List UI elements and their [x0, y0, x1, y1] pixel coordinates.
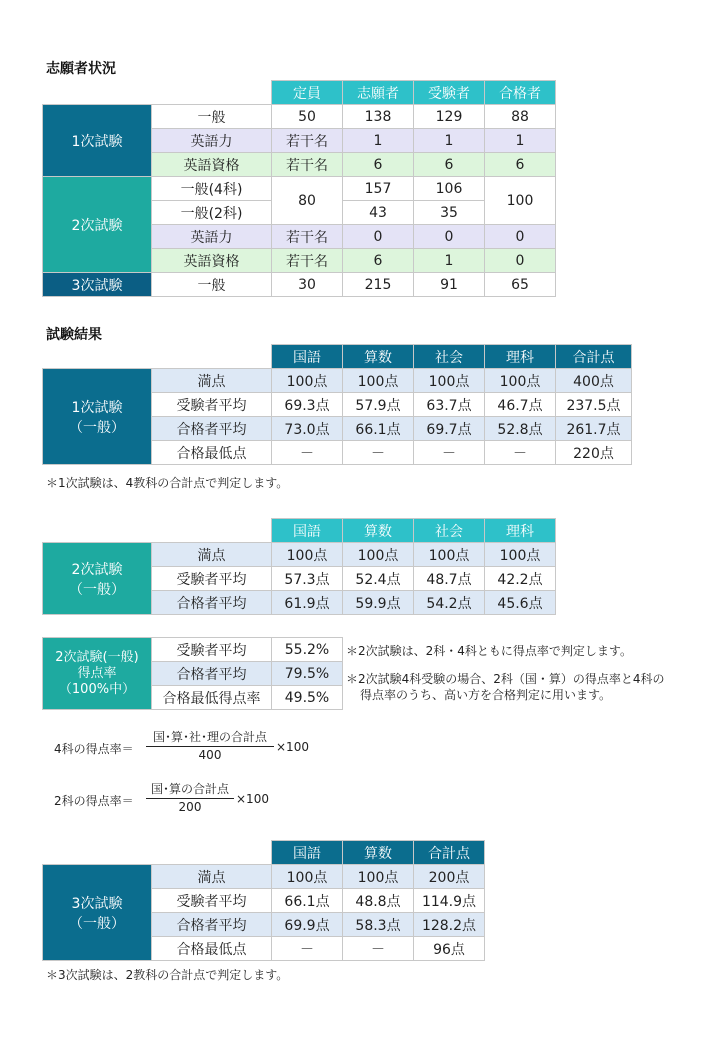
cell: 129 [414, 105, 485, 129]
formula-rhs: ×100 [236, 792, 269, 806]
cell: 66.1点 [343, 417, 414, 441]
cell: 69.9点 [272, 913, 343, 937]
label-line2: （一般） [69, 419, 125, 436]
cell: 73.0点 [272, 417, 343, 441]
label-line2: 得点率 [77, 665, 117, 681]
cell: 69.7点 [414, 417, 485, 441]
row-name: 合格者平均 [152, 662, 272, 686]
cell: 100点 [272, 865, 343, 889]
cell: 215 [343, 273, 414, 297]
cell: 138 [343, 105, 414, 129]
cell: 43 [343, 201, 414, 225]
cell: 1 [485, 129, 556, 153]
row-name: 一般 [152, 273, 272, 297]
exam3-label: 3次試験 [43, 273, 152, 297]
cell: 79.5% [272, 662, 343, 686]
cell: 57.3点 [272, 567, 343, 591]
header-social: 社会 [414, 345, 485, 369]
exam2-note1: ＊2次試験は、2科・4科ともに得点率で判定します。 [346, 644, 632, 658]
results-exam2-table [42, 518, 556, 615]
cell: 237.5点 [556, 393, 632, 417]
cell: － [272, 441, 343, 465]
header-math: 算数 [343, 841, 414, 865]
cell: 52.8点 [485, 417, 556, 441]
cell: 0 [414, 225, 485, 249]
header-social: 社会 [414, 519, 485, 543]
cell: 100点 [414, 543, 485, 567]
cell: － [343, 937, 414, 961]
header-math: 算数 [343, 345, 414, 369]
formula-4subjects [54, 728, 334, 768]
label-line2: （一般） [69, 915, 125, 932]
header-science: 理科 [485, 345, 556, 369]
results-exam2-label [43, 543, 152, 615]
cell: 88 [485, 105, 556, 129]
row-name: 英語力 [152, 129, 272, 153]
cell: 100点 [485, 369, 556, 393]
formula-lhs: 2科の得点率＝ [54, 794, 134, 808]
cell: 46.7点 [485, 393, 556, 417]
cell: 42.2点 [485, 567, 556, 591]
label-line1: 2次試験 [71, 561, 123, 578]
cell: 若干名 [272, 225, 343, 249]
cell: 100点 [343, 865, 414, 889]
cell: 52.4点 [343, 567, 414, 591]
row-name: 満点 [152, 369, 272, 393]
cell: 96点 [414, 937, 485, 961]
cell: 58.3点 [343, 913, 414, 937]
exam2-label: 2次試験 [43, 177, 152, 273]
cell: 54.2点 [414, 591, 485, 615]
cell: 61.9点 [272, 591, 343, 615]
cell: 100 [485, 177, 556, 225]
cell: 100点 [272, 369, 343, 393]
exam2-rate-table [42, 637, 343, 710]
row-name: 英語資格 [152, 153, 272, 177]
row-name: 英語力 [152, 225, 272, 249]
row-name: 満点 [152, 543, 272, 567]
cell: 若干名 [272, 153, 343, 177]
cell: 91 [414, 273, 485, 297]
cell: 106 [414, 177, 485, 201]
applicants-section-title: 志願者状況 [46, 61, 116, 77]
label-line2: （一般） [69, 581, 125, 598]
header-passers: 合格者 [485, 81, 556, 105]
exam2-note2b: 得点率のうち、高い方を合格判定に用います。 [360, 688, 612, 702]
exam2-note2a: ＊2次試験4科受験の場合、2科（国・算）の得点率と4科の [346, 672, 665, 686]
cell: － [343, 441, 414, 465]
formula-lhs: 4科の得点率＝ [54, 742, 134, 756]
cell: 48.8点 [343, 889, 414, 913]
header-capacity: 定員 [272, 81, 343, 105]
cell: 45.6点 [485, 591, 556, 615]
label-line3: （100%中） [58, 681, 136, 697]
row-name: 満点 [152, 865, 272, 889]
header-examinees: 受験者 [414, 81, 485, 105]
cell: 6 [485, 153, 556, 177]
exam3-note: ＊3次試験は、2教科の合計点で判定します。 [46, 968, 289, 982]
row-name: 一般(4科) [152, 177, 272, 201]
row-name: 合格最低得点率 [152, 686, 272, 710]
header-total: 合計点 [414, 841, 485, 865]
cell: － [485, 441, 556, 465]
row-name: 受験者平均 [152, 567, 272, 591]
row-name: 一般 [152, 105, 272, 129]
header-science: 理科 [485, 519, 556, 543]
cell: 80 [272, 177, 343, 225]
cell: 若干名 [272, 129, 343, 153]
cell: 6 [343, 153, 414, 177]
cell: 100点 [343, 369, 414, 393]
cell: 69.3点 [272, 393, 343, 417]
row-name: 合格者平均 [152, 591, 272, 615]
cell: 100点 [343, 543, 414, 567]
row-name: 合格者平均 [152, 417, 272, 441]
results-exam3-table [42, 840, 485, 961]
exam1-note: ＊1次試験は、4教科の合計点で判定します。 [46, 476, 289, 490]
cell: 1 [414, 129, 485, 153]
cell: 0 [343, 225, 414, 249]
cell: 100点 [272, 543, 343, 567]
cell: 1 [343, 129, 414, 153]
results-section-title: 試験結果 [46, 327, 102, 343]
formula-numerator: 国･算･社･理の合計点 [152, 730, 267, 744]
exam2-rate-label [43, 638, 152, 710]
cell: 157 [343, 177, 414, 201]
cell: 114.9点 [414, 889, 485, 913]
cell: 0 [485, 225, 556, 249]
cell: 1 [414, 249, 485, 273]
cell: 220点 [556, 441, 632, 465]
header-total: 合計点 [556, 345, 632, 369]
cell: 100点 [414, 369, 485, 393]
cell: 若干名 [272, 249, 343, 273]
cell: 0 [485, 249, 556, 273]
formula-2subjects [54, 780, 334, 820]
formula-denominator: 200 [178, 800, 202, 814]
cell: 400点 [556, 369, 632, 393]
cell: 50 [272, 105, 343, 129]
cell: 65 [485, 273, 556, 297]
row-name: 受験者平均 [152, 889, 272, 913]
cell: 49.5% [272, 686, 343, 710]
header-japanese: 国語 [272, 345, 343, 369]
label-line1: 1次試験 [71, 399, 123, 416]
fraction-line [146, 798, 234, 799]
row-name: 受験者平均 [152, 393, 272, 417]
cell: 128.2点 [414, 913, 485, 937]
header-applicants: 志願者 [343, 81, 414, 105]
results-exam1-table [42, 344, 632, 465]
cell: 55.2% [272, 638, 343, 662]
label-line1: 3次試験 [71, 895, 123, 912]
cell: 200点 [414, 865, 485, 889]
cell: － [414, 441, 485, 465]
results-exam3-label [43, 865, 152, 961]
row-name: 受験者平均 [152, 638, 272, 662]
row-name: 一般(2科) [152, 201, 272, 225]
header-japanese: 国語 [272, 841, 343, 865]
cell: － [272, 937, 343, 961]
header-japanese: 国語 [272, 519, 343, 543]
cell: 48.7点 [414, 567, 485, 591]
cell: 35 [414, 201, 485, 225]
header-math: 算数 [343, 519, 414, 543]
row-name: 合格最低点 [152, 441, 272, 465]
cell: 30 [272, 273, 343, 297]
formula-rhs: ×100 [276, 740, 309, 754]
cell: 100点 [485, 543, 556, 567]
label-line1: 2次試験(一般) [55, 649, 139, 665]
applicants-table [42, 80, 556, 297]
cell: 6 [414, 153, 485, 177]
cell: 261.7点 [556, 417, 632, 441]
fraction-line [146, 746, 274, 747]
cell: 6 [343, 249, 414, 273]
cell: 57.9点 [343, 393, 414, 417]
exam1-label: 1次試験 [43, 105, 152, 177]
formula-numerator: 国･算の合計点 [150, 782, 229, 796]
results-exam1-label [43, 369, 152, 465]
cell: 59.9点 [343, 591, 414, 615]
cell: 66.1点 [272, 889, 343, 913]
row-name: 合格者平均 [152, 913, 272, 937]
cell: 63.7点 [414, 393, 485, 417]
row-name: 英語資格 [152, 249, 272, 273]
row-name: 合格最低点 [152, 937, 272, 961]
formula-denominator: 400 [198, 748, 222, 762]
